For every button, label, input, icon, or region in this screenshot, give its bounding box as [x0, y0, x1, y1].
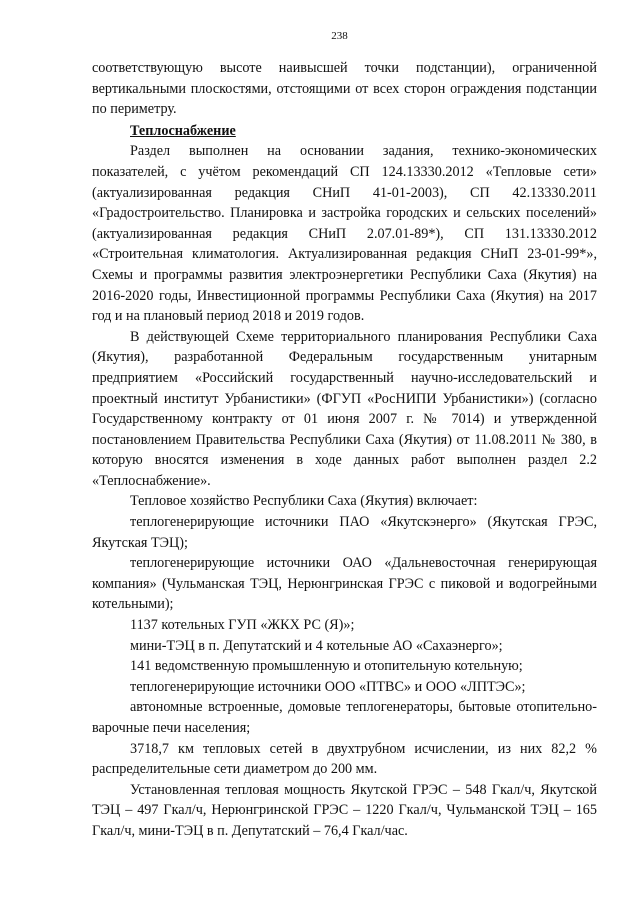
paragraph-installed-capacity: Установленная тепловая мощность Якутской ГРЭС – 548 Гкал/ч, Якутской ТЭЦ – 497 Гкал/ч, Нерюнгринской ГРЭС – 1220 Гкал/ч, Чульманской ТЭЦ – 165 Гкал/ч, мини-ТЭЦ в п. Депутатский – 76,4 Гкал/час.: [92, 781, 597, 839]
list-item-departmental-boilers: 141 ведомственную промышленную и отопительную котельную;: [130, 658, 523, 675]
list-item-yakutskenergo: теплогенерирующие источники ПАО «Якутскэнерго» (Якутская ГРЭС, Якутская ТЭЦ);: [92, 514, 597, 551]
paragraph-basis: Раздел выполнен на основании задания, технико-экономических показателей, с учётом рекомендаций СП 124.13330.2012 «Тепловые сети» (актуализированная редакция СНиП 41-01-2003), СП 42.13330.2011 «Градостроительство. Планировка и застройка городских и сельских поселений» (актуализированная редакция СНиП 2.07.01-89*), СП 131.13330.2012 «Строительная климатология. Актуализированная редакция СНиП 23-01-99*», Схемы и программы развития электроэнергетики Республики Саха (Якутия) на 2016-2020 годы, Инвестиционной программы Республики Саха (Якутия) на 2017 год и на плановый период 2018 и 2019 годов.: [92, 143, 597, 325]
list-item-mini-chp: мини-ТЭЦ в п. Депутатский и 4 котельные АО «Сахаэнерго»;: [130, 637, 503, 654]
list-item-ptvs-lptes: теплогенерирующие источники ООО «ПТВС» и ООО «ЛПТЭС»;: [130, 678, 526, 695]
document-page: [92, 30, 597, 842]
list-item-autonomous-generators: автономные встроенные, домовые теплогенераторы, бытовые отопительно-варочные печи населения;: [92, 699, 597, 736]
list-item-heat-networks: 3718,7 км тепловых сетей в двухтрубном исчислении, из них 82,2 % распределительные сети диаметром до 200 мм.: [92, 740, 597, 778]
intro-paragraph: соответствующую высоте наивысшей точки подстанции), ограниченной вертикальными плоскостями, отстоящими от всех сторон ограждения подстанции по периметру.: [92, 60, 597, 118]
list-item-boiler-houses: 1137 котельных ГУП «ЖКХ РС (Я)»;: [130, 617, 355, 634]
page-number: 238: [331, 30, 348, 42]
paragraph-territorial-scheme: В действующей Схеме территориального планирования Республики Саха (Якутия), разработанной Федеральным государственным унитарным предприятием «Российский государственный научно-исследовательский и проектный институт Урбанистики» (ФГУП «РосНИПИ Урбанистики») (согласно Государственному контракту от 01 июня 2007 г. № 7014) и утвержденной постановлением Правительства Республики Саха (Якутия) от 11.08.2011 № 380, в которую вносятся изменения в ходе данных работ выполнен раздел 2.2 «Теплоснабжение».: [92, 328, 597, 489]
section-heading: Теплоснабжение: [130, 122, 236, 139]
paragraph-heat-economy-intro: Тепловое хозяйство Республики Саха (Якутия) включает:: [130, 493, 478, 510]
list-item-far-east-company: теплогенерирующие источники ОАО «Дальневосточная генерирующая компания» (Чульманская ТЭЦ, Нерюнгринская ГРЭС с пиковой и водогрейными котельными);: [92, 555, 597, 613]
